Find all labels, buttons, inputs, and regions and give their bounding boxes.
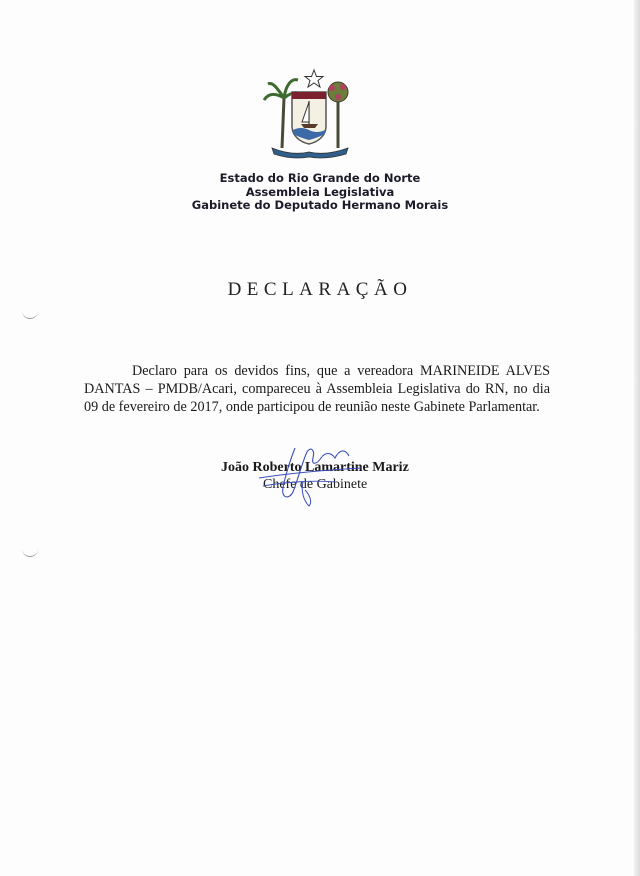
page-edge-shadow bbox=[634, 0, 640, 876]
signer-role: Chefe de Gabinete bbox=[263, 477, 368, 492]
declaration-body bbox=[84, 362, 550, 416]
letterhead-state: Estado do Rio Grande do Norte bbox=[219, 171, 421, 185]
punch-hole-mark bbox=[22, 308, 38, 319]
declaration-paragraph: Declaro para os devidos fins, que a vereadora MARINEIDE ALVES DANTAS – PMDB/Acari, compareceu à Assembleia Legislativa do RN, no dia 09 de fevereiro de 2017, onde participou de reunião neste Gabinete Parlamentar. bbox=[84, 363, 550, 415]
letterhead-office: Gabinete do Deputado Hermano Morais bbox=[191, 198, 449, 212]
letterhead bbox=[150, 172, 490, 213]
coat-of-arms-icon bbox=[262, 68, 356, 160]
letterhead-assembly: Assembleia Legislativa bbox=[245, 184, 395, 199]
signer-name: João Roberto Lamartine Mariz bbox=[221, 460, 409, 475]
punch-hole-mark bbox=[22, 546, 38, 557]
document-title: DECLARAÇÃO bbox=[227, 279, 413, 300]
handwritten-signature bbox=[255, 438, 368, 510]
